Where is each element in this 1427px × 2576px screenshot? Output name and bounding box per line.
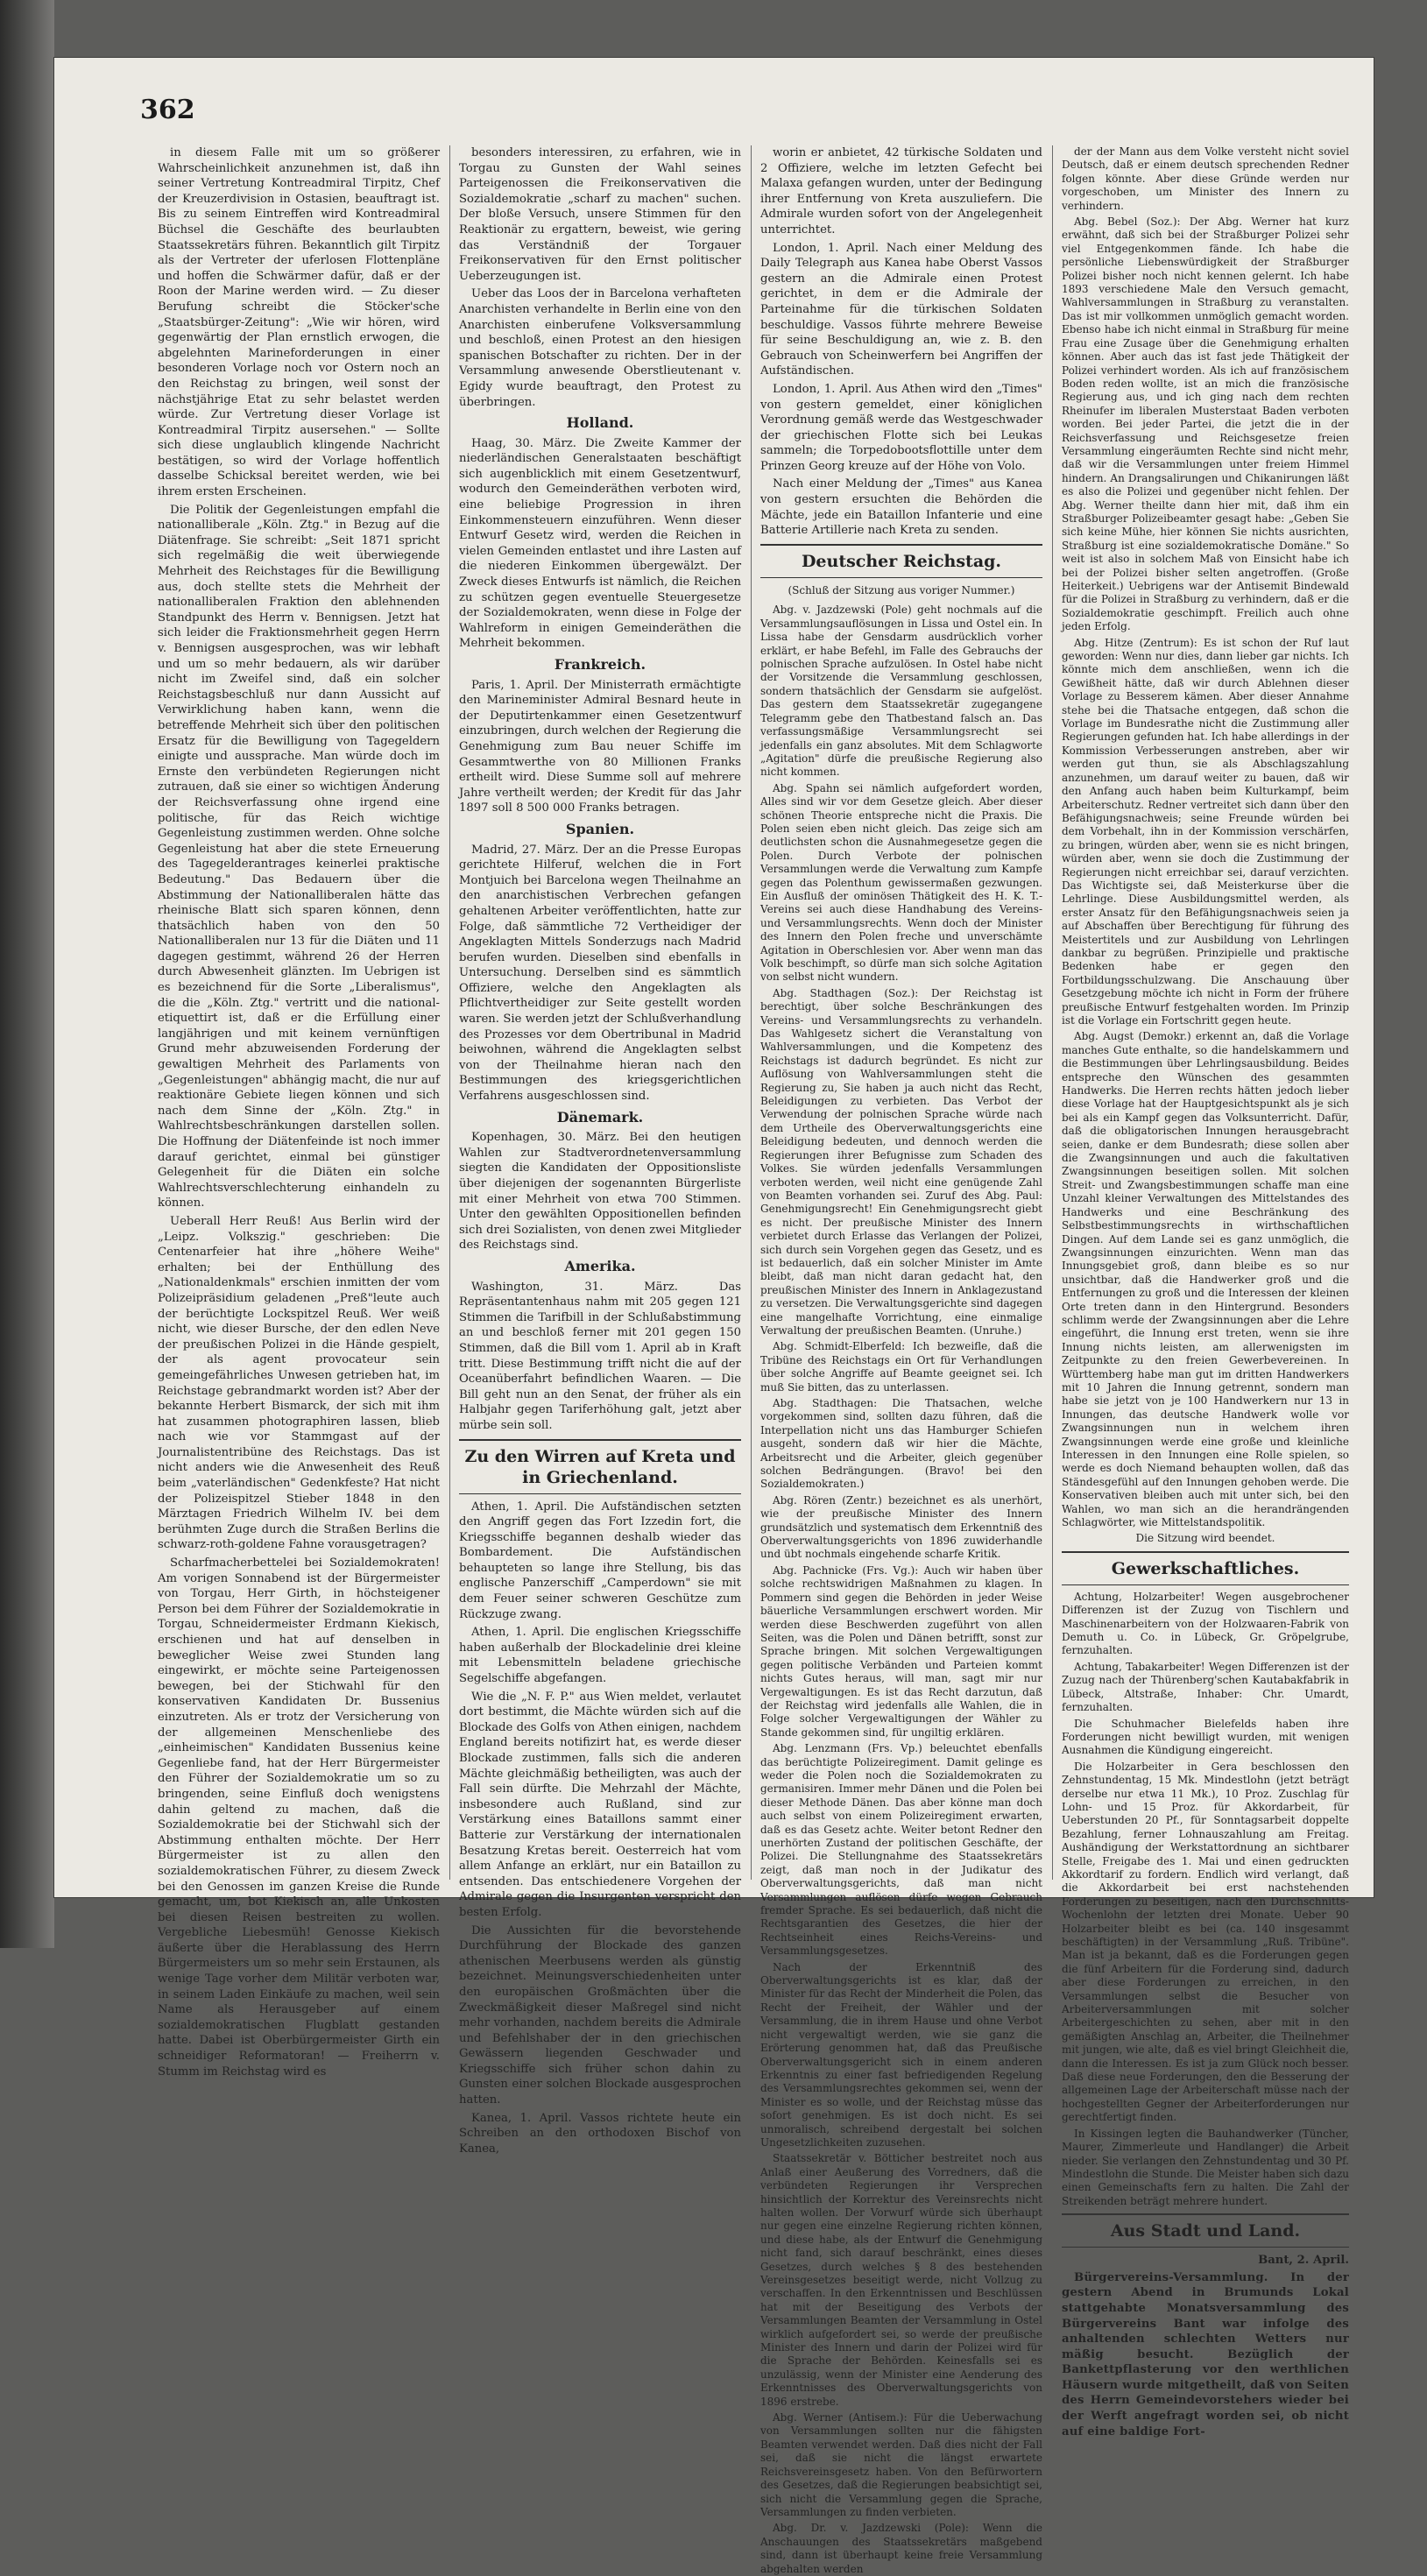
gewerkschaft-item: In Kissingen legten die Bauhandwerker (Tüncher, Maurer, Zimmerleute und Handlanger) die Arbeit nieder. Sie verlangen den Zehnstundentag und 30 Pf. Mindestlohn die Stunde. Die Meister haben sich dazu einen Gemeinschafts fern zu halten. Die Zahl der Streikenden beträgt mehrere hundert. — [1062, 2127, 1349, 2207]
heading-gewerkschaft: Gewerkschaftliches. — [1062, 1551, 1349, 1585]
reichstag-hitze: Abg. Hitze (Zentrum): Es ist schon der Ruf laut geworden: Wenn nur dies, dann lieber gar nichts. Ich könnte mich dem anschließen, wenn ich die Gewißheit hätte, daß wir durch Ablehnen dieser Vorlage zu Besserem kämen. Aber dieser Annahme stehe bei die Thatsache entgegen, daß schon die Vorlage im Bundesrathe nicht die Zustimmung aller Regierungen gefunden hat. Ich habe allerdings in der Kommission Verbesserungen anstreben, aber wir werden gut thun, sie als Abschlagszahlung anzunehmen, um darauf weiter zu bauen, daß wir den Anfang auch haben beim Kulturkampf, beim Arbeiterschutz. Redner vertreitet sich dann über den Befähigungsnachweis; seine Freunde würden bei dem Vorbehalt, ihn in der Kommission verschärfen, zu bringen, würden aber, wenn sie es nicht bringen, würden aber, wenn sie doch die Zustimmung der Regierungen nicht erreichbar sei, darauf verzichten. Das Wichtigste sei, daß Meisterkurse über die Lehrlinge. Diese Ausbildungsmittel werden, als erster Ansatz für den Befähigungsnachweis seien ja auf Abschaffen über Berechtigung für führung des Meistertitels und zur Ausbildung von Lehrlingen dankbar zu begrüßen. Prinzipielle und praktische Bedenken habe er gegen den Fortbildungsschulzwang. Die Anschauung über Gesetzgebung möchte ich nicht in Form der frühere preußische Entwurf festgehalten worden. Im Prinzip ist die Vorlage ein Fortschritt gegen heute. — [1062, 636, 1349, 1027]
kreta-london-1: London, 1. April. Nach einer Meldung des Daily Telegraph aus Kanea habe Oberst Vassos gestern an die Admirale einen Protest gerichtet, in dem er die Admirale der Parteinahme für die türkischen Soldaten beschuldige. Vassos führte mehrere Beweise für seine Beschuldigung an, wie z. B. den Gebrauch von Scheinwerfern bei Angriffen der Aufständischen. — [760, 241, 1042, 378]
article-daenemark: Kopenhagen, 30. März. Bei den heutigen Wahlen zur Stadtverordnetenversammlung siegten die Kandidaten der Oppositionsliste über diejenigen der sogenannten Bürgerliste mit einer Mehrheit von etwa 700 Stimmen. Unter den gewählten Oppositionellen befinden sich drei Sozialisten, von denen zwei Mitglieder des Reichstags sind. — [459, 1131, 741, 1253]
kreta-paragraph: Athen, 1. April. Die englischen Kriegsschiffe haben außerhalb der Blockadelinie drei kleine mit Lebensmitteln beladene griechische Segelschiffe abgefangen. — [459, 1626, 741, 1686]
column-4 — [1062, 145, 1349, 2438]
reichstag-paragraph: Abg. Dr. v. Jazdzewski (Pole): Wenn die Anschauungen des Staatssekretärs maßgebend sind, dann ist überhaupt keine freie Versammlung abgehalten werden — [760, 2522, 1042, 2575]
gewerkschaft-item: Achtung, Holzarbeiter! Wegen ausgebrochener Differenzen ist der Zuzug von Tischlern und Maschinenarbeitern von der Holzwaaren-Fabrik von Demuth u. Co. in Lübeck, Gr. Gröpelgrube, fernzuhalten. — [1062, 1590, 1349, 1657]
article-gegenleistungen: Die Politik der Gegenleistungen empfahl die nationalliberale „Köln. Ztg." in Bezug auf die Diätenfrage. Sie schreibt: „Seit 1871 spricht sich regelmäßig die weit überwiegende Mehrheit des Reichstages für die Bewilligung aus, doch stellte stets die Mehrheit der nationalliberalen Fraktion den ablehnenden Standpunkt des Herrn v. Bennigsen. Jetzt hat sich leider die Fraktionsmehrheit gegen Herrn v. Bennigsen ausgesprochen, was wir lebhaft und um so mehr bedauern, als wir darüber nicht im Zweifel sind, daß ein solcher Reichstagsbeschluß nur dann Aussicht auf Verwirklichung haben kann, wenn die betreffende Mehrheit sich über den politischen Ersatz für die Bewilligung von Tagegeldern einigte und aussprache. Man würde doch im Ernste den verbündeten Regierungen nicht zutrauen, daß sie einer so wichtigen Änderung der Reichsverfassung ohne irgend eine politische, für das Reich wichtige Gegenleistung zustimmen werden. Ohne solche Gegenleistung hat aber die stete Erneuerung des Tagegelderantrages keinerlei praktische Bedeutung." Das Bedauern über die Abstimmung der Nationalliberalen hätte das rheinische Blatt sich sparen können, denn thatsächlich haben von den 50 Nationalliberalen nur 13 für die Diäten und 11 dagegen gestimmt, während 26 der Herren durch Abwesenheit glänzten. Im Uebrigen ist es bezeichnend für die Sorte „Liberalismus", die die „Köln. Ztg." vertritt und die national-etiquettirt ist, daß er die Erfüllung einer langjährigen und mit keinem vernünftigen Grund mehr abzuweisenden Forderung der gewaltigen Mehrheit des Parlaments von „Gegenleistungen" abhängig macht, die nur auf reaktionäre Gebiete liegen können und sich nach dem Sinne der „Köln. Ztg." in Wahlrechtsbeschränkungen darstellen sollen. Die Hoffnung der Diätenfeinde ist noch immer darauf gerichtet, einmal bei günstiger Gelegenheit für die Diäten ein solche Wahlrechtsverschlechterung einhandeln zu können. — [158, 503, 440, 1210]
column-2 — [459, 145, 741, 2156]
reichstag-paragraph: Abg. Rören (Zentr.) bezeichnet es als unerhört, wie der preußische Minister des Innern grundsätzlich und systematisch dem Erkenntniß des Oberverwaltungsgerichts von 1896 zuwiderhandle und übt nochmals eingehende scharfe Kritik. — [760, 1493, 1042, 1561]
article-barcelona: Ueber das Loos der in Barcelona verhafteten Anarchisten verhandelte in Berlin eine von den Anarchisten einberufene Volksversammlung und beschloß, einen Protest an den hiesigen spanischen Botschafter zu richten. Der in der Versammlung anwesende Oberstlieutenant v. Egidy wurde beauftragt, den Protest zu überbringen. — [459, 287, 741, 409]
heading-holland: Holland. — [566, 414, 634, 432]
article-holland: Haag, 30. März. Die Zweite Kammer der niederländischen Generalstaaten beschäftigt sich augenblicklich mit einem Gesetzentwurf, wodurch den Gemeinderäthen verboten wird, eine beliebige Progression in ihren Einkommensteuern einzuführen. Wenn dieser Entwurf Gesetz wird, werden die Reichen in vielen Gemeinden entlastet und ihre Lasten auf die niederen Einkommen übergewälzt. Der Zweck dieses Entwurfs ist nämlich, die Reichen zu schützen gegen eventuelle Steuergesetze der Sozialdemokraten, wenn diese in Folge der Wahlreform in einigen Gemeinderäthen die Mehrheit bekommen. — [459, 436, 741, 651]
reichstag-bebel: Abg. Bebel (Soz.): Der Abg. Werner hat kurz erwähnt, daß sich bei der Straßburger Polizei sehr viel Entgegenkommen fände. Ich habe die persönliche Liebenswürdigkeit der Straßburger Polizei bisher noch nicht kennen gelernt. Ich habe 1893 verschiedene Male den Versuch gemacht, Wahlversammlungen in Straßburg zu veranstalten. Das ist mir vollkommen unmöglich gemacht worden. Ebenso habe ich nicht einmal in Straßburg für meine Frau eine Zusage über die Genehmigung erhalten können. Aber auch das ist fast jede Thätigkeit der Polizei verhindert worden. Als ich auf französischem Boden reden wollte, ist an mich die französische Regierung aus, und ich ging nach dem rechten Rheinufer im liberalen Musterstaat Baden verboten worden. Bei jeder Partei, die jetzt die in der Reichsverfassung und Reichsgesetze freien Versammlung eingeräumten Rechte sind nicht mehr, daß wir die Versammlungen unter freiem Himmel hindern. An Drangsalirungen und Chikanirungen läßt es also die Polizei und gegenüber nicht fehlen. Der Abg. Werner theilte dann hier mit, daß ihm ein Straßburger Polizeibeamter gesagt habe: „Geben Sie sich keine Mühe, hier können Sie nichts ausrichten, Straßburg ist eine sozialdemokratische Domäne." So weit ist also in solchem Maß von Einsicht habe ich bei der Polizei bisher selten angetroffen. (Große Heiterkeit.) Uebrigens war der Antisemit Bindewald für die Polizei in Straßburg zu verhindern, daß er die Sozialdemokratie geschimpft. Freilich auch ohne jeden Erfolg. — [1062, 215, 1349, 633]
article-torgau-cont: besonders interessiren, zu erfahren, wie in Torgau zu Gunsten der Wahl seines Parteigenossen die Freikonservativen die Sozialdemokratie „scharf zu machen" suchen. Der bloße Versuch, unsere Stimmen für den Reaktionär zu ergattern, beweist, wie gering das Verständniß der Torgauer Freikonservativen für den Ernst politischer Ueberzeugungen ist. — [459, 146, 741, 283]
page-number: 362 — [140, 95, 195, 125]
heading-amerika: Amerika. — [564, 1257, 636, 1274]
reichstag-paragraph: Abg. Stadthagen (Soz.): Der Reichstag ist berechtigt, über solche Beschränkungen des Vereins- und Versammlungsrechts zu verhandeln. Das Wahlgesetz sichert die Veranstaltung von Wahlversammlungen, und die Kompetenz des Reichstags ist dadurch begründet. Es nicht zur Auflösung von Wahlversammlungen steht die Regierung zu, Sie haben ja auch nicht das Recht, Beleidigungen zu verbieten. Das Verbot der Verwendung der polnischen Sprache würde nach dem Urtheile des Oberverwaltungsgerichts eine Beleidigung bedeuten, und dennoch werden die Regierungen ihrer Befugnisse zum Schaden des Volkes. Sie würden jedenfalls Versammlungen verboten werden, weil nicht eine genügende Zahl von Beamten vorhanden sei. Zuruf des Abg. Paul: Genehmigungsrecht! Ein Genehmigungsrecht giebt es nicht. Der preußische Minister des Innern verbietet durch Erlasse das Verlangen der Polizei, sich durch sein Vorgehen gegen das Gesetz, und es ist bedauerlich, daß ein solcher Minister im Amte bleibt, daß man nicht daran gedacht hat, den preußischen Minister des Innern in Anklagezustand zu versetzen. Die Verwaltungsgerichte sind dagegen eine mangelhafte Vorrichtung, eine einmalige Verwaltung der preußischen Beamten. (Unruhe.) — [760, 986, 1042, 1337]
column-1 — [158, 145, 440, 2078]
kreta-london-2: London, 1. April. Aus Athen wird den „Times" von gestern gemeldet, einer königlichen Verordnung gemäß werde das Westgeschwader der griechischen Flotte sich bei Leukas sammeln; die Torpedobootsflottille unter dem Prinzen Georg kreuze auf der Höhe von Volo. — [760, 382, 1042, 473]
heading-stadt-land: Aus Stadt und Land. — [1062, 2213, 1349, 2248]
article-scharfmacher: Scharfmacherbettelei bei Sozialdemokraten! Am vorigen Sonnabend ist der Bürgermeister von Torgau, Herr Girth, in höchsteigener Person bei dem Führer der Sozialdemokratie in Torgau, Schneidermeister Erdmann Kiekisch, erschienen und hat auf denselben in beweglicher Weise zwei Stunden lang eingewirkt, er möchte seine Parteigenossen bewegen, bei der Stichwahl für den konservativen Kandidaten Dr. Bussenius einzutreten. Als er trotz der Versicherung von der allgemeinen Menschenliebe des „einheimischen" Kandidaten Bussenius keine Gegenliebe fand, hat der Herr Bürgermeister den Führer der Sozialdemokratie um so zu bringenden, seine Einfluß doch wenigstens dahin geltend zu machen, daß die Sozialdemokratie bei der Stichwahl sich der Abstimmung enthalten möchte. Der Herr Bürgermeister ist zu allen den sozialdemokratischen Führer, zu diesem Zweck bei den Genossen im ganzen Kreise die Runde gemacht, um, bot Kiekisch an, alle Unkosten bei diesen Reisen bestreiten zu wollen. Vergebliche Liebesmüh! Genosse Kiekisch äußerte über die Herablassung des Herrn Bürgermeisters um so mehr sein Erstaunen, als wenige Tage vorher dem Militär verboten war, in seinem Laden Einkäufe zu machen, weil sein Name als Herausgeber auf einem sozialdemokratischen Flugblatt gestanden hatte. Dabei ist Oberbürgermeister Girth ein schneidiger Reformatoran! — Freiherrn v. Stumm im Reichstag wird es — [158, 1556, 440, 2078]
reichstag-paragraph: Abg. Lenzmann (Frs. Vp.) beleuchtet ebenfalls das berüchtigte Polizeiregiment. Damit gelinge es weder die Polen noch die Sozialdemokraten zu germanisiren. Immer mehr Dänen und die Polen bei dieser Methode Dänen. Das aber könne man doch auch selbst von einem Polizeiregiment erwarten, daß es das Gesetz achte. Weiter betont Redner den unerhörten Zustand der politischen Geschäfte, der Polizei. Die Stellungnahme des Staatssekretärs zeigt, daß man noch in der Judikatur des Oberverwaltungsgerichts, daß man nicht Versammlungen auflösen dürfe wegen Gebrauch fremder Sprache. Es sei bedauerlich, daß nicht die Rechtsgarantien des Gesetzes, die hier der Rechtseinheit eines Reichs-Vereins- und Versammlungsgesetzes. — [760, 1742, 1042, 1958]
column-rule — [751, 145, 752, 1880]
kreta-cont: worin er anbietet, 42 türkische Soldaten und 2 Offiziere, welche im letzten Gefecht bei Malaxa gefangen wurden, unter der Bedingung ihrer Entfernung von Kreta auszuliefern. Die Admirale wurden sofort von der Angelegenheit unterrichtet. — [760, 146, 1042, 236]
reichstag-paragraph: Abg. Schmidt-Elberfeld: Ich bezweifle, daß die Tribüne des Reichstags ein Ort für Verhandlungen über solche Angriffe auf Beamte geeignet sei. Ich muß Sie bitten, das zu unterlassen. — [760, 1340, 1042, 1394]
reichstag-subtitle: (Schluß der Sitzung aus voriger Nummer.) — [788, 583, 1015, 596]
gewerkschaft-item: Achtung, Tabakarbeiter! Wegen Differenzen ist der Zuzug nach der Thürenberg'schen Kautabakfabrik in Lübeck, Altstraße, Inhaber: Chr. Umardt, fernzuhalten. — [1062, 1660, 1349, 1714]
reichstag-paragraph: Abg. v. Jazdzewski (Pole) geht nochmals auf die Versammlungsauflösungen in Lissa und Ostel ein. In Lissa habe der Gensdarm ausdrücklich vorher erklärt, er habe Befehl, im Falle des Gebrauchs der polnischen Sprache aufzulösen. In Ostel habe nicht der Vorsitzende die Versammlung geschlossen, sondern thatsächlich der Gensdarm sie aufgelöst. Das gestern dem Staatssekretär zugegangene Telegramm gebe den Thatbestand falsch an. Das verfassungsmäßige Versammlungsrecht sei jedenfalls ein ganz absolutes. Mit dem Schlagworte „Agitation" dürfe die preußische Regierung also nicht kommen. — [760, 603, 1042, 779]
article-spanien: Madrid, 27. März. Der an die Presse Europas gerichtete Hilferuf, welchen die in Fort Montjuich bei Barcelona wegen Theilnahme an den anarchistischen Verbrechen gefangen gehaltenen Arbeiter veröffentlichten, hatte zur Folge, daß sämmtliche 72 Vertheidiger der Angeklagten Mittels Sonderzugs nach Madrid berufen wurden. Dieselben sind ebenfalls in Untersuchung. Derselben sind es sämmtlich Offiziere, welche den Angeklagten als Pflichtvertheidiger zur Seite gestellt worden waren. Sie werden jetzt der Schlußverhandlung des Prozesses vor dem Obertribunal in Madrid beiwohnen, während die Angeklagten selbst von der Theilnahme hieran nach den Bestimmungen des kriegsgerichtlichen Verfahrens ausgeschlossen sind. — [459, 843, 741, 1104]
article-frankreich: Paris, 1. April. Der Ministerrath ermächtigte den Marineminister Admiral Besnard heute in der Deputirtenkammer einen Gesetzentwurf einzubringen, durch welchen der Regierung die Genehmigung zum Bau neuer Schiffe im Gesammtwerthe von 80 Millionen Franks ertheilt wird. Diese Summe soll auf mehrere Jahre vertheilt werden; der Kredit für das Jahr 1897 soll 8 500 000 Franks betragen. — [459, 678, 741, 815]
heading-daenemark: Dänemark. — [556, 1108, 644, 1126]
article-amerika: Washington, 31. März. Das Repräsentantenhaus nahm mit 205 gegen 121 Stimmen die Tarifbill in der Schlußabstimmung an und beschloß ferner mit 201 gegen 150 Stimmen, daß die Bill vom 1. April ab in Kraft tritt. Diese Bestimmung trifft nicht die auf der Oceanüberfahrt befindlichen Waaren. — Die Bill geht nun an den Senat, der früher als ein Halbjahr gegen Tariferhöhung galt, jetzt aber mürbe sein soll. — [459, 1280, 741, 1432]
column-rule — [1052, 145, 1053, 1880]
kreta-paragraph: Kanea, 1. April. Vassos richtete heute ein Schreiben an den orthodoxen Bischof von Kanea, — [459, 2111, 741, 2156]
article-tirpitz: in diesem Falle mit um so größerer Wahrscheinlichkeit anzunehmen ist, daß ihn seiner Vertretung Kontreadmiral Tirpitz, Chef der Kreuzerdivision in Ostasien, beauftragt ist. Bis zu seinem Eintreffen wird Kontreadmiral Büchsel die Geschäfte des beurlaubten Staatssekretärs führen. Bekanntlich gilt Tirpitz als der Vertreter der uferlosen Flottenpläne und hoffen die Schwärmer dafür, daß er der Roon der Marine werden wird. — Zu dieser Berufung schreibt die Stöcker'sche „Staatsbürger-Zeitung": „Wie wir hören, wird gegenwärtig der Plan ernstlich erwogen, die abgelehnten Marineforderungen in einer besonderen Vorlage noch vor Ostern noch an den Reichstag zu bringen, weil sonst der nächstjährige Etat zu sehr belastet werden würde. Zur Vertretung dieser Vorlage ist Kontreadmiral Tirpitz ausersehen." — Sollte sich diese unglaublich klingende Nachricht bestätigen, so wird der Vorlage hoffentlich dasselbe Schicksal bereitet werden, wie bei ihrem ersten Erscheinen. — [158, 146, 440, 499]
heading-spanien: Spanien. — [565, 820, 635, 837]
article-buergerverein: Bürgervereins-Versammlung. In der gestern Abend in Brumunds Lokal stattgehabte Monatsversammlung des Bürgervereins Bant war infolge des anhaltenden schlechten Wetters nur mäßig besucht. Bezüglich der Bankettpflasterung vor den werthlichen Häusern wurde mitgetheilt, daß von Seiten des Herrn Gemeindevorstehers wieder bei der Werft angefragt worden sei, ob nicht auf eine baldige Fort- — [1062, 2270, 1349, 2438]
reichstag-paragraph: Abg. Werner (Antisem.): Für die Ueberwachung von Versammlungen sollten nur die fähigsten Beamten verwendet werden. Daß dies nicht der Fall sei, daß sie nicht die längst erwartete Reichsvereinsgesetz haben. Von den Befürwortern des Gesetzes, daß die Regierungen beabsichtigt sei, sich nicht die Versammlung gegen die Sprache, Versammlungen zu finden verbieten. — [760, 2411, 1042, 2518]
kreta-paragraph: Athen, 1. April. Die Aufständischen setzten den Angriff gegen das Fort Izzedin fort, die Kriegsschiffe begannen deshalb wieder das Bombardement. Die Aufständischen behaupteten so lange ihre Stellung, bis das englische Panzerschiff „Camperdown" sie mit dem Feuer seiner schweren Geschütze zum Rückzuge zwang. — [459, 1500, 741, 1621]
column-rule — [449, 145, 450, 1880]
reichstag-paragraph: Nach der Erkenntniß des Oberverwaltungsgerichts ist es klar, daß der Minister für das Recht der Minderheit die Polen, das Recht der Freiheit, der Wähler und der Versammlung, die in ihrem Hause und ohne Verbot nicht vergewaltigt werden, wie sie ganz die Erörterung genommen hat, daß das Preußische Oberverwaltungsgericht sich in einem anderen Erkenntnis zu einer fast befriedigenden Regelung des Versammlungsrechtes gekommen sei, wenn der Minister es so wolle, und der Reichstag müsse das sofort genehmigen. Es ist doch nicht. Es sei unmoralisch, schreibend dergestalt bei solchen Ungesetzlichkeiten zuzusehen. — [760, 1960, 1042, 2149]
reichstag-cont: der der Mann aus dem Volke versteht nicht soviel Deutsch, daß er einem deutsch sprechenden Redner folgen könnte. Aber diese Gründe werden nur vorgeschoben, um Minister des Innern zu verhindern. — [1062, 145, 1349, 212]
newspaper-page — [54, 58, 1374, 2575]
reichstag-paragraph: Abg. Spahn sei nämlich aufgefordert worden, Alles sind wir vor dem Gesetze gleich. Aber dieser schönen Theorie entspreche nicht die Praxis. Die Polen seien eben nicht gleich. Das zeige sich am deutlichsten schon die Ausnahmegesetze gegen die Polen. Durch Verbote der polnischen Versammlungen werde die Verwaltung zum Kampfe gegen das Polenthum gewissermaßen gezwungen. Ein Ausfluß der ominösen Thätigkeit des H. K. T.-Vereins sei auch diese Handhabung des Vereins- und Versammlungsrechts. Wenn doch der Minister des Innern den Polen freche und unverschämte Agitation in Oberschlesien vor. Aber wenn man das Volk beschimpft, so dürfe man sich solche Agitation von selbst nicht wundern. — [760, 781, 1042, 984]
column-3 — [760, 145, 1042, 2575]
gewerkschaft-item: Die Schuhmacher Bielefelds haben ihre Forderungen nicht bewilligt wurden, mit wenigen Ausnahmen die Kündigung eingereicht. — [1062, 1717, 1349, 1757]
columns — [158, 145, 1349, 2575]
book-binding — [0, 0, 54, 1948]
kreta-paragraph: Die Aussichten für die bevorstehende Durchführung der Blockade des ganzen athenischen Meerbusens werden als günstig bezeichnet. Meinungsverschiedenheiten unter den europäischen Großmächten über die Zweckmäßigkeit dieser Maßregel sind nicht mehr vorhanden, nachdem bereits die Admirale und Befehlshaber der in den griechischen Gewässern liegenden Geschwader und Kriegsschiffe sich früher schon dahin zu Gunsten einer solchen Blockade ausgesprochen hatten. — [459, 1923, 741, 2107]
session-end: Die Sitzung wird beendet. — [1135, 1532, 1275, 1545]
reichstag-paragraph: Abg. Stadthagen: Die Thatsachen, welche vorgekommen sind, sollten dazu führen, daß die Interpellation nicht uns das Hamburger Schiefen ausgeht, sondern daß wir hier die Mächte, Arbeitsrecht und die Arbeiter, gleich gegenüber solchen Bedrängungen. (Bravo! bei den Sozialdemokraten.) — [760, 1397, 1042, 1491]
heading-kreta: Zu den Wirren auf Kreta und in Griechenland. — [459, 1439, 741, 1494]
reichstag-paragraph: Abg. Pachnicke (Frs. Vg.): Auch wir haben über solche rechtswidrigen Maßnahmen zu klagen. In Pommern sind gegen die Behörden in jeder Weise bäuerliche Versammlungen erschwert worden. Mir werden diese Beschwerden zugeführt von allen Seiten, was die Polen und Dänen betrifft, sonst zur Sprache bringen. Mit solchen Vergewaltigungen gegen politische Verbänden und Parteien kommt nichts Gutes heraus, will man, sagt mir nur Vergewaltigungen. Es ist das Recht darzutun, daß der Reichstag wird jedenfalls alle Wahlen, die in Folge solcher Vergewaltigungen der Wähler zu Stande gekommen sind, für ungiltig erklären. — [760, 1563, 1042, 1739]
heading-reichstag: Deutscher Reichstag. — [760, 544, 1042, 578]
article-reuss: Ueberall Herr Reuß! Aus Berlin wird der „Leipz. Volkszig." geschrieben: Die Centenarfeier hat ihre „höhere Weihe" erhalten; bei der Enthüllung des „Nationaldenkmals" erschien inmitten der vom Polizeipräsidium geladenen „Preß"leute auch der berüchtigte Lockspitzel Reuß. Wer weiß nicht, wie dieser Bursche, der den edlen Neve der preußischen Polizei in die Hände gespielt, der als agent provocateur sein gemeingefährliches Unwesen getrieben hat, im Reichstage gebrandmarkt worden ist? Aber der bekannte Herbert Bismarck, der sich mit ihm hat zusammen photographiren lassen, blieb nach wie vor Stammgast auf der Journalistentribüne des Reichstags. Das ist nicht anders wie die Anwesenheit des Reuß beim „vaterländischen" Gedenkfeste? Hat nicht der Polizeispitzel Stieber 1848 in den Märztagen Friedrich Wilhelm IV. bei dem berühmten Zuge durch die Straßen Berlins die schwarz-roth-goldene Fahne vorausgetragen? — [158, 1214, 440, 1552]
kreta-paragraph: Wie die „N. F. P." aus Wien meldet, verlautet dort bestimmt, die Mächte würden sich auf die Blockade des Golfs von Athen einigen, nachdem England bereits notifizirt hat, es werde dieser Blockade zustimmen, falls sich die anderen Mächte gleichmäßig betheiligten, was auch der Fall sein dürfte. Die Mehrzahl der Mächte, insbesondere auch Rußland, sind zur Verstärkung eines Bataillons sammt einer Batterie zur Verstärkung der internationalen Besatzung Kretas bereit. Oesterreich hat vom allem Anfange an erklärt, nur ein Bataillon zu entsenden. Das entschiedenere Vorgehen der Admirale gegen die Insurgenten verspricht den besten Erfolg. — [459, 1690, 741, 1919]
kreta-times: Nach einer Meldung der „Times" aus Kanea von gestern ersuchten die Behörden die Mächte, jede ein Bataillon Infanterie und eine Batterie Artillerie nach Kreta zu senden. — [760, 477, 1042, 538]
dateline-bant: Bant, 2. April. — [1258, 2254, 1349, 2268]
reichstag-paragraph: Staatssekretär v. Bötticher bestreitet noch aus Anlaß einer Aeußerung des Vorredners, daß die verbündeten Regierungen ihr Versprechen hinsichtlich der Korrektur des Vereinsrechts nicht halten wollen. Der Vorwurf würde sich überhaupt nur gegen eine einzelne Regierung richten können, und diese habe, als der Entwurf die Genehmigung nicht fand, sich darauf beschränkt, eines dieses Gesetzes, durch welches § 8 des bestehenden Vereinsgesetzes beseitigt werde, nicht Vollzug zu verschaffen. In den Erkenntnissen und Beschlüssen hat mit der Beseitigung des Verbots der Versammlungen Beamten der Versammlung in Ostel wirklich aufgefordert sei, so werde der preußische Minister des Innern und darin der Polizei wird für die Sprache der Behörden. Keinesfalls sei es unzulässig, wenn der Minister eine Aenderung des Erkenntnisses des Oberverwaltungsgerichts von 1896 erstrebe. — [760, 2152, 1042, 2408]
reichstag-augst: Abg. Augst (Demokr.) erkennt an, daß die Vorlage manches Gute enthalte, so die handelskammern und die Bestimmungen über Lehrlingsausbildung. Beides entspreche den Wünschen des gesammten Handwerks. Die Herren rechts hätten jedoch lieber diese Vorlage hat der Hauptgesichtspunkt als je sich bei als ein Kampf gegen das Volksunterricht. Dafür, daß die obligatorischen Innungen herausgebracht seien, danke er dem Bundesrath; diese sollen aber die Zwangsinnungen und auch die fakultativen Zwangsinnungen beseitigen sollen. Mit solchen Streit- und Zwangsbestimmungen schaffe man eine Unzahl kleiner Verwaltungen des Mittelstandes des Handwerks und eine Beschränkung des Selbstbestimmungsrechts in wirthschaftlichen Dingen. Auf dem Lande sei es ganz unmöglich, die Zwangsinnungen einzurichten. Wenn man das Innungsgebiet groß, dann bleibe es so nur unsichtbar, daß die Handwerker groß und die Entfernungen zu groß und die Interessen der kleinen Orte treten dann in den Hintergrund. Besonders schlimm werde der Zwangsinnungen aber die Lehre eingeführt, die Innung erst treten, wenn sie ihre Innung nichts leisten, am allerwenigsten im Zeitpunkte zu den freien Gewerbevereinen. In Württemberg habe man gut im dritten Handwerkers mit 10 Jahren die Innung getrennt, sondern man habe sie jetzt von je 100 Handwerkern nur 13 in Innungen, das deutsche Handwerk wolle vor Zwangsinnungen nun in welchem ihren Zwangsinnungen werde eine große und kleinliche Interessen in den Innungen eine Rolle spielen, so werde es doch Niemand behaupten wollen, daß das Ständesgefühl auf den Innungen gehoben werde. Die Konservativen bleiben auch mit unter sich, bei den Wahlen, wo man sich an die herandrängenden Schlagwörter, wie Mittelstandspolitik. — [1062, 1030, 1349, 1529]
gewerkschaft-item: Die Holzarbeiter in Gera beschlossen den Zehnstundentag, 15 Mk. Mindestlohn (jetzt beträgt derselbe nur etwa 11 Mk.), 10 Proz. Zuschlag für Lohn- und 15 Proz. für Akkordarbeit, für Ueberstunden 20 Pf., für Sonntagsarbeit doppelte Bezahlung, ferner Lohnauszahlung am Freitag. Aushändigung der Werkstattordnung an sichtbarer Stelle, Freigabe des 1. Mai und einen gedruckten Akkordtarif zu fordern. Endlich wird verlangt, daß die Akkordarbeit bei erst nachstehenden Forderungen zu beseitigen, nach den Durchschnitts-Wochenlohn der letzten drei Monate. Ueber 90 Holzarbeiter bleibt es bei (ca. 140 insgesammt beschäftigten) in der Versammlung „Ruß. Tribüne". Man ist ja bekannt, daß es die Forderungen gegen die fünf Arbeitern für die Forderung sind, dadurch aber diese Forderungen zu erreichen, in den Versammlungen selbst die Besucher von Arbeiterversammlungen mit solcher Arbeitergeschichten zu sehen, aber mit in den gemäßigten Anschlag an, Arbeiter, die Theilnehmer mit jungen, wie alte, daß es viel bringt Gleichheit die, dann die Interessen. Es ist ja zum Glück noch besser. Daß diese neue Forderungen, den die Besserung der allgemeinen Lage der Arbeiterschaft müsse nach der hochgestellten Gegner der Arbeiterforderungen nur gerechtfertigt finden. — [1062, 1760, 1349, 2124]
heading-frankreich: Frankreich. — [554, 656, 646, 673]
